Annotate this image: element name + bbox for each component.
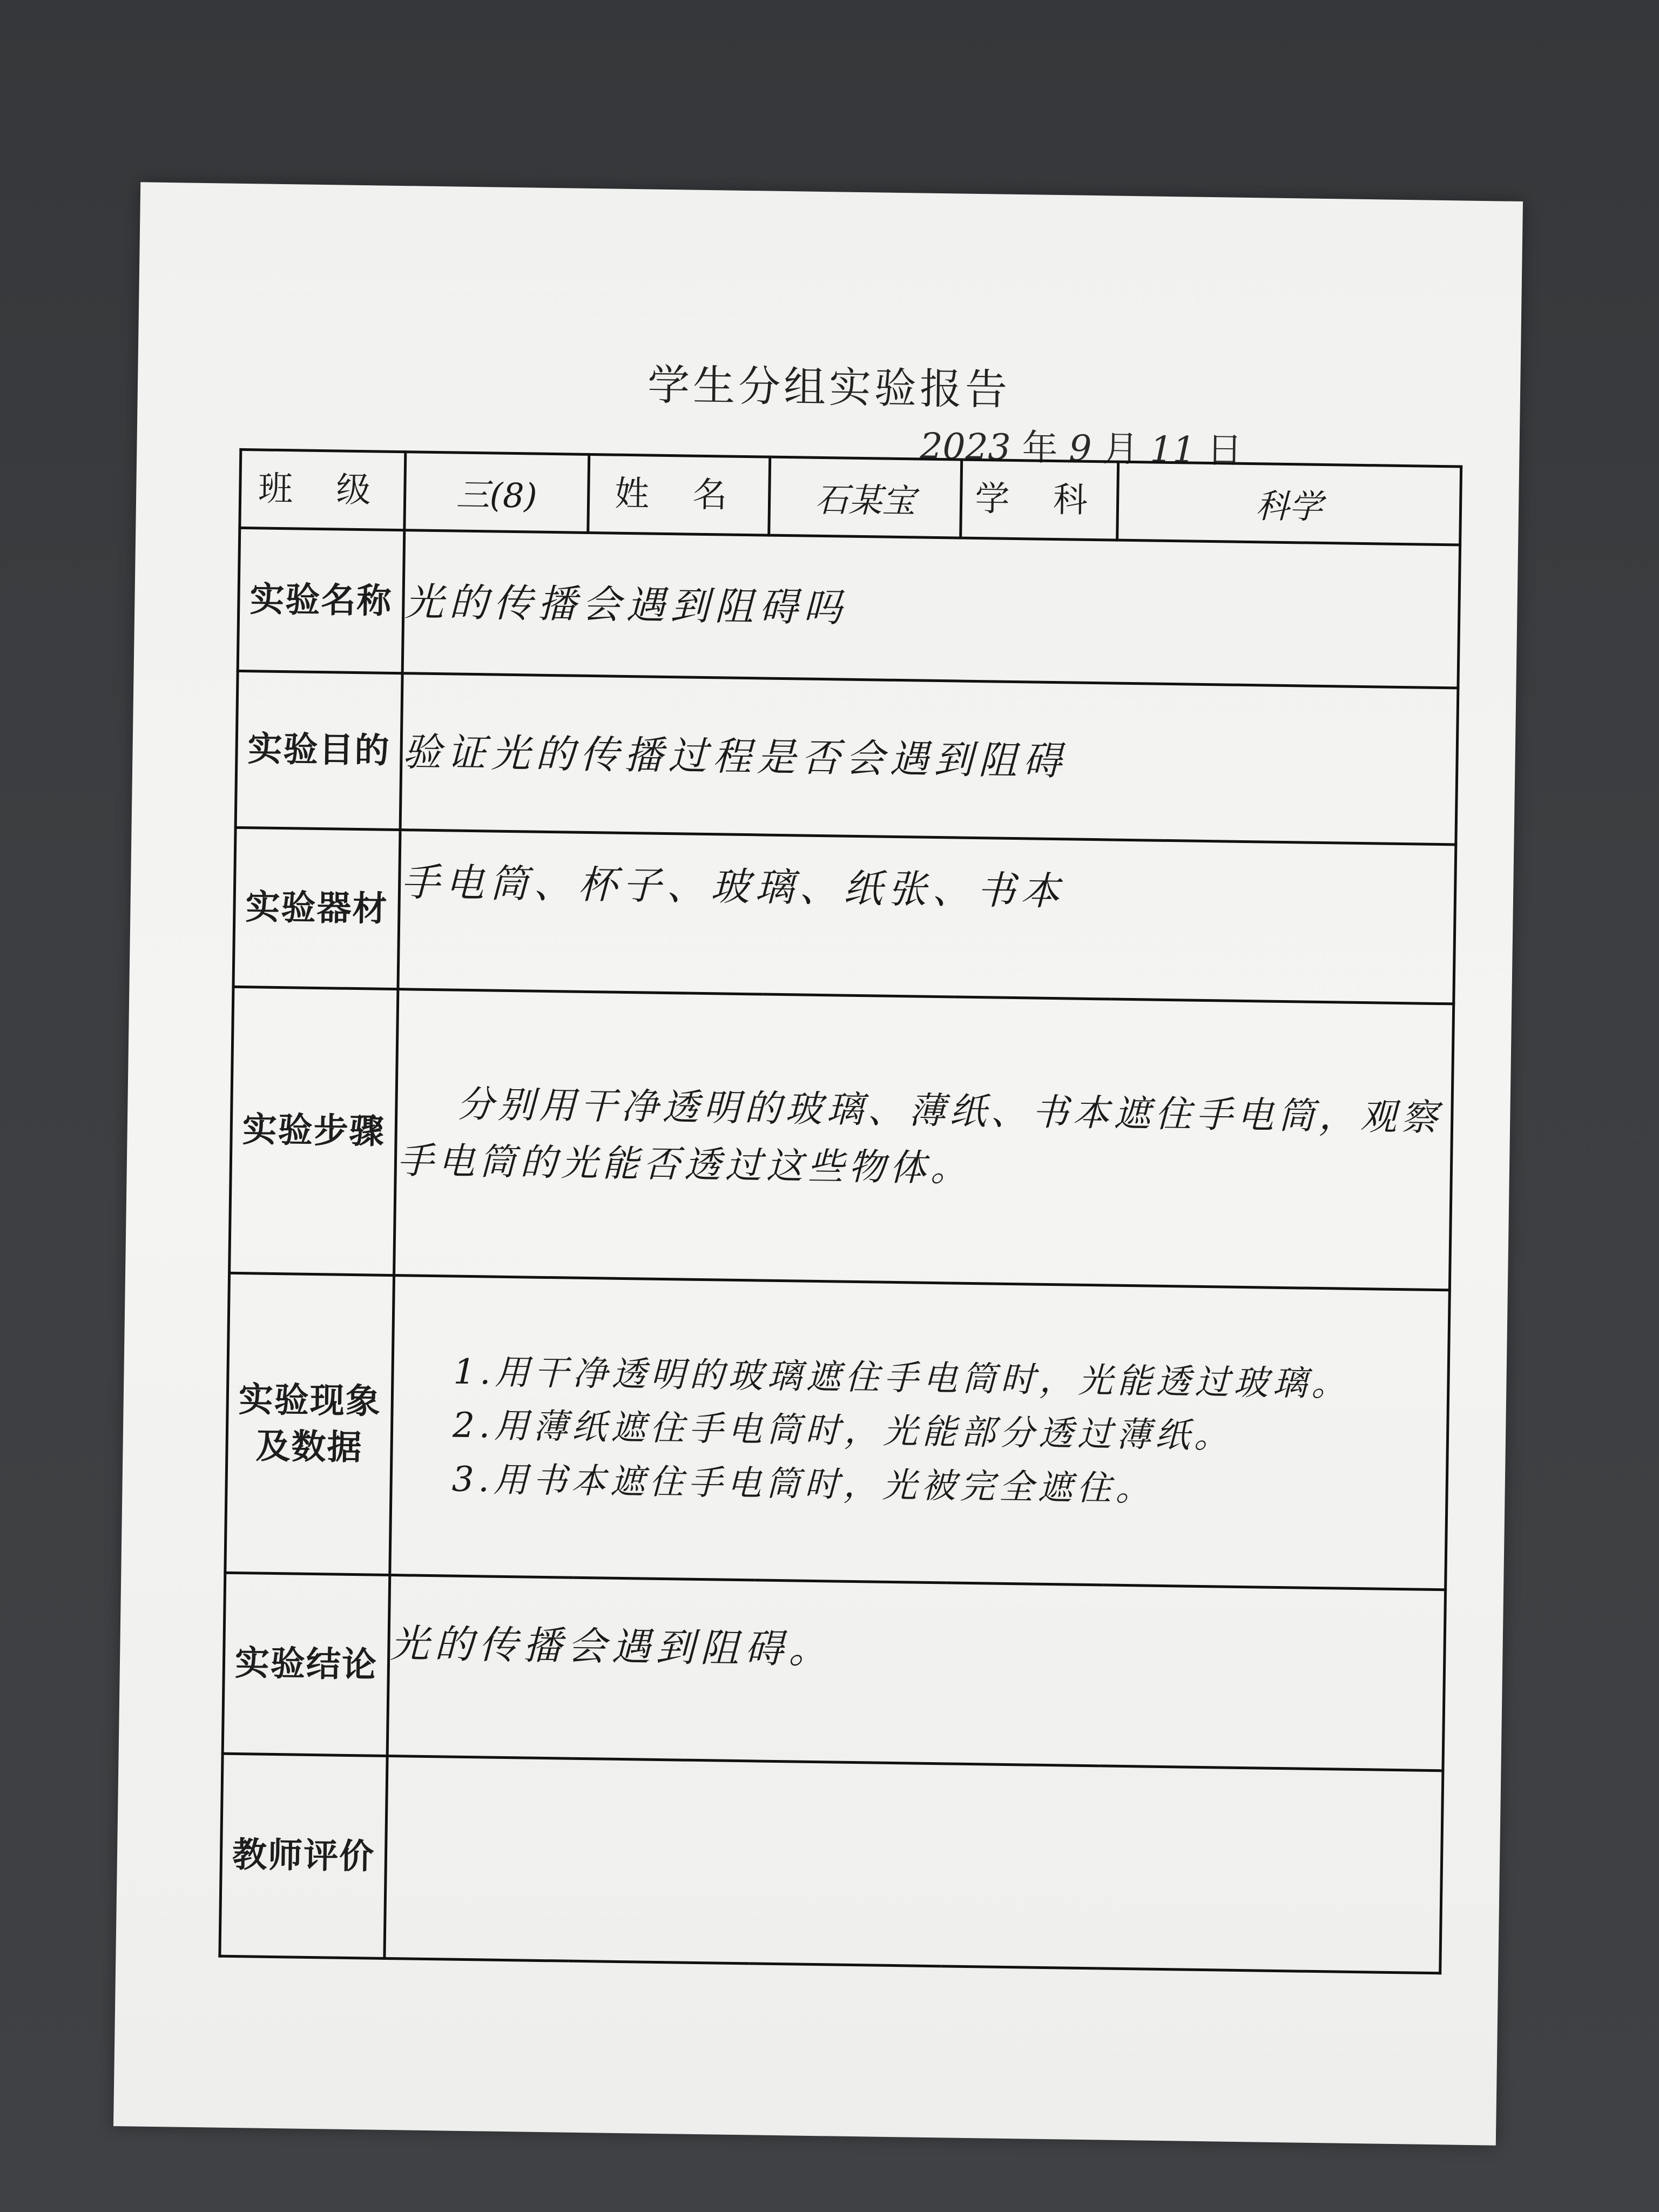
report-sheet	[113, 182, 1523, 2145]
page-title: 学生分组实验报告	[647, 361, 1011, 415]
teacher-eval-row	[220, 1754, 1443, 1973]
date-month-label: 月	[1102, 428, 1139, 470]
purpose-value: 验证光的传播过程是否会遇到阻碍	[400, 673, 1458, 845]
name-value: 石某宝	[769, 457, 962, 538]
purpose-row	[235, 671, 1458, 845]
date-month-value: 9	[1068, 427, 1092, 469]
conclusion-row	[222, 1573, 1445, 1771]
observations-label-line1: 实验现象	[238, 1379, 382, 1422]
observation-item-2: 2.用薄纸遮住手电筒时，光能部分透过薄纸。	[452, 1406, 1233, 1457]
equipment-row	[233, 827, 1456, 1004]
steps-value: 分别用干净透明的玻璃、薄纸、书本遮住手电筒，观察手电筒的光能否透过这些物体。	[396, 1083, 1442, 1190]
observation-item-1: 1.用干净透明的玻璃遮住手电筒时，光能透过玻璃。	[453, 1352, 1351, 1405]
observations-label	[225, 1273, 394, 1575]
experiment-name-row	[238, 528, 1460, 688]
date-year-value: 2023	[920, 425, 1011, 468]
observations-label-line2: 及数据	[255, 1426, 363, 1468]
equipment-label: 实验器材	[233, 827, 400, 989]
equipment-value: 手电筒、杯子、玻璃、纸张、书本	[398, 830, 1456, 1004]
subject-label: 学 科	[961, 460, 1118, 540]
conclusion-label: 实验结论	[222, 1573, 390, 1756]
subject-value: 科学	[1117, 462, 1461, 545]
class-label: 班 级	[240, 449, 406, 530]
experiment-name-value: 光的传播会遇到阻碍吗	[402, 530, 1460, 688]
teacher-eval-label: 教师评价	[220, 1754, 387, 1958]
date-year-label: 年	[1021, 427, 1058, 469]
date-day-label: 日	[1206, 429, 1243, 471]
observation-item-3: 3.用书本遮住手电筒时，光被完全遮住。	[451, 1459, 1155, 1509]
steps-row	[230, 987, 1454, 1290]
date-day-value: 11	[1149, 428, 1196, 471]
experiment-name-label: 实验名称	[238, 528, 404, 673]
name-label: 姓 名	[588, 454, 770, 535]
class-value: 三(8)	[404, 452, 589, 533]
report-table	[218, 448, 1462, 1974]
steps-label: 实验步骤	[230, 987, 398, 1275]
observations-row	[225, 1273, 1450, 1590]
purpose-label: 实验目的	[235, 671, 402, 830]
teacher-eval-value	[385, 1756, 1443, 1973]
conclusion-value: 光的传播会遇到阻碍。	[387, 1575, 1445, 1770]
